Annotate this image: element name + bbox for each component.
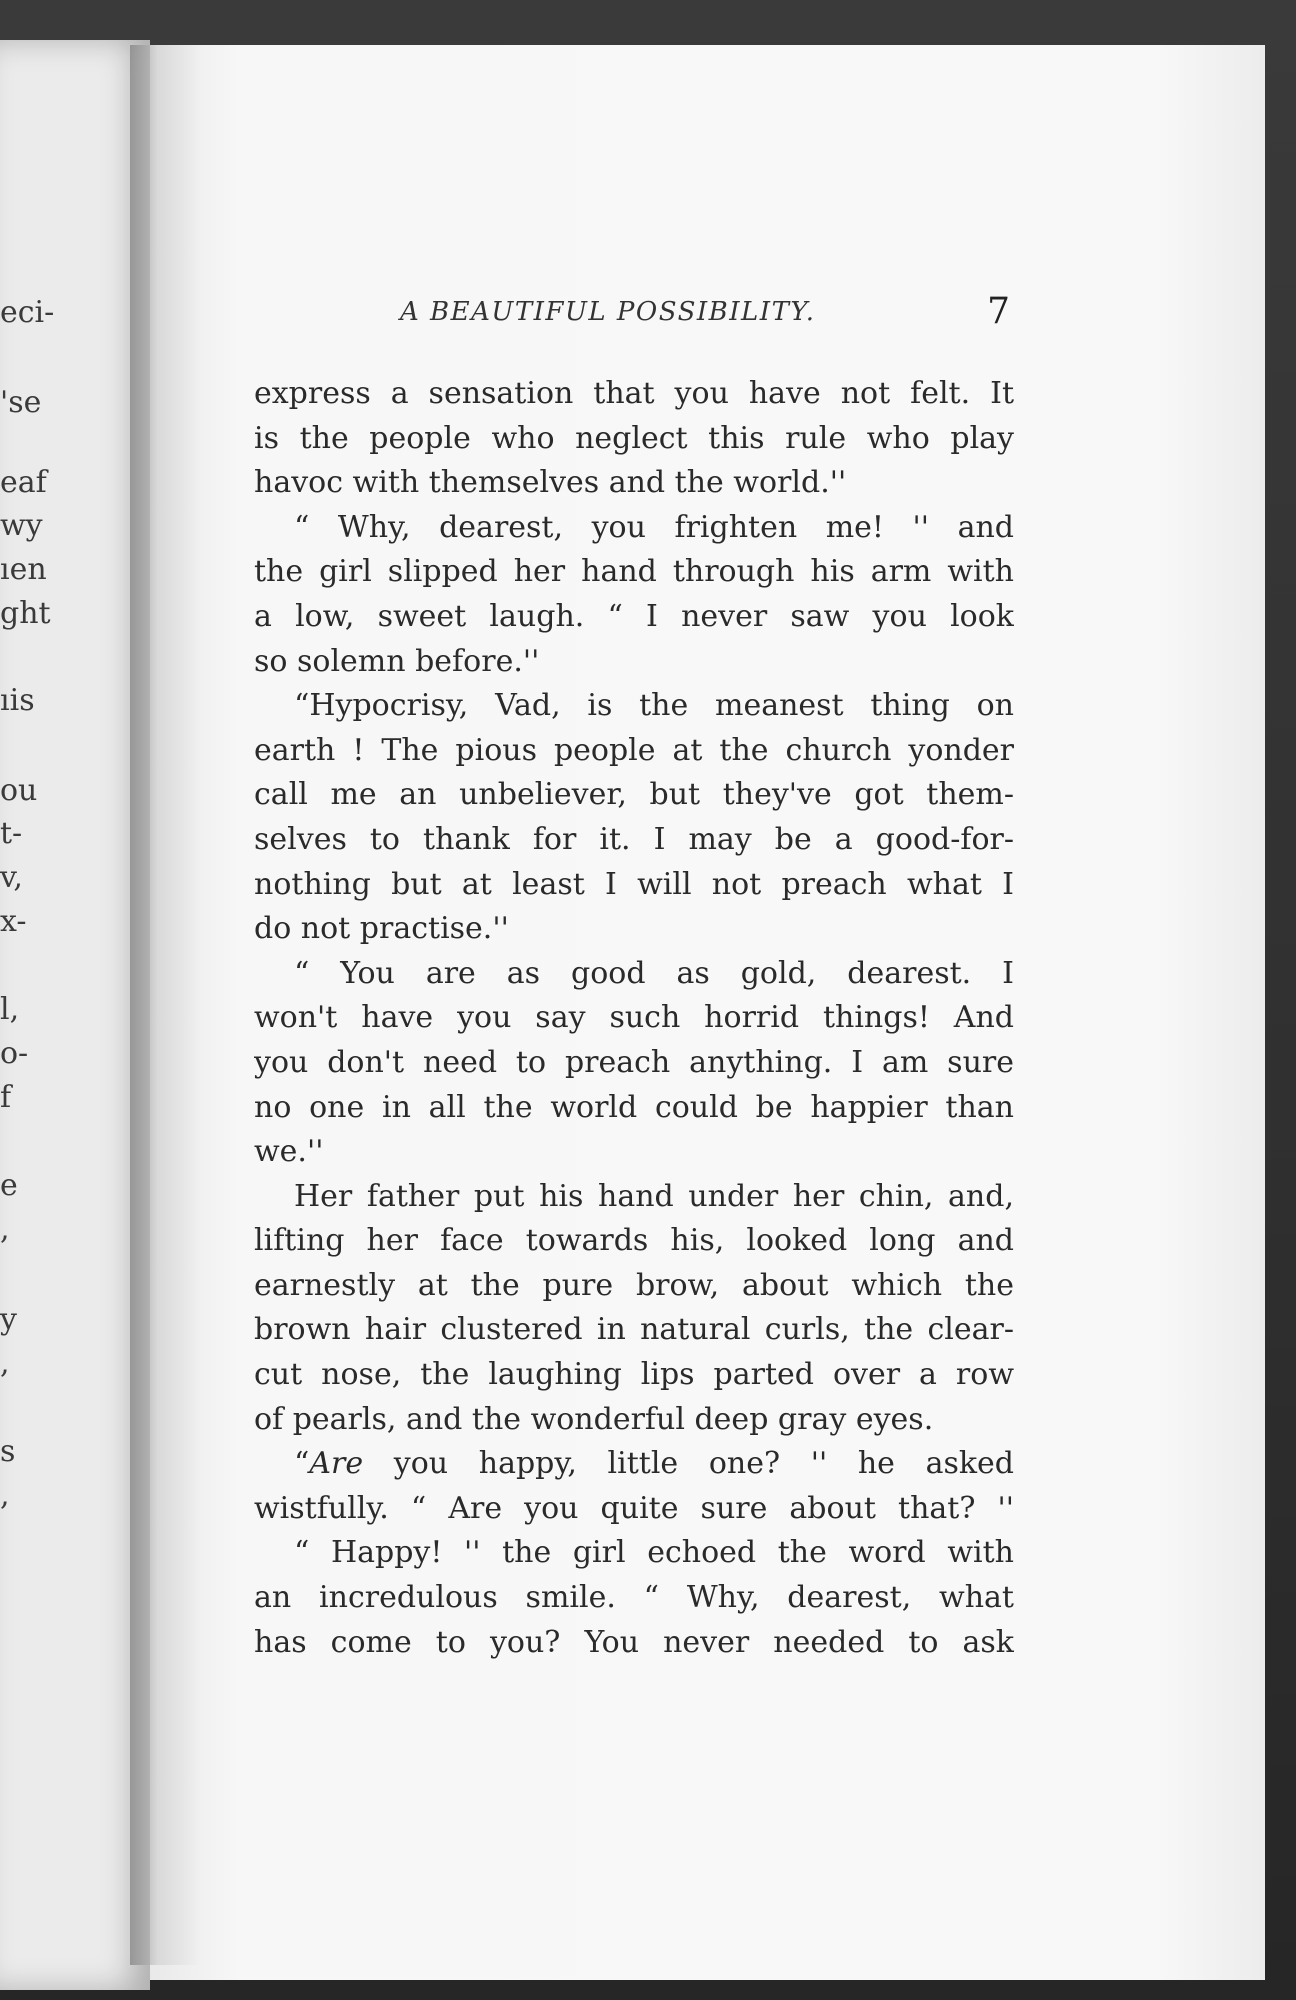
text-line: is the people who neglect this rule who play bbox=[254, 420, 1014, 456]
fragment: , bbox=[0, 1346, 10, 1381]
text-line: brown hair clustered in natural curls, the clear- bbox=[254, 1312, 1014, 1348]
previous-page-fragments bbox=[0, 40, 150, 1990]
text-line: “ You are as good as gold, dearest. I bbox=[294, 955, 1014, 991]
text-line: wistfully. “ Are you quite sure about that? '' bbox=[254, 1490, 1014, 1526]
text-line: earnestly at the pure brow, about which the bbox=[254, 1267, 1014, 1303]
text-line: you don't need to preach anything. I am sure bbox=[254, 1044, 1014, 1080]
fragment: s bbox=[0, 1434, 16, 1469]
text-line: do not practise.'' bbox=[254, 911, 509, 947]
text-line: call me an unbeliever, but they've got them- bbox=[254, 777, 1014, 813]
fragment: , bbox=[0, 1478, 10, 1513]
text-line: “ Happy! '' the girl echoed the word with bbox=[294, 1535, 1014, 1571]
fragment: eci- bbox=[0, 295, 55, 330]
text-line: selves to thank for it. I may be a good-for- bbox=[254, 821, 1014, 857]
text-line: the girl slipped her hand through his arm with bbox=[254, 554, 1014, 590]
text-line: no one in all the world could be happier than bbox=[254, 1089, 1014, 1125]
text-line-emphasis bbox=[254, 1442, 1014, 1487]
text-line: a low, sweet laugh. “ I never saw you look bbox=[254, 598, 1014, 634]
fragment: ıis bbox=[0, 683, 35, 718]
line-rest: you happy, little one? '' he asked bbox=[393, 1446, 1014, 1482]
text-line: earth ! The pious people at the church yonder bbox=[254, 732, 1014, 768]
fragment: 'se bbox=[0, 385, 42, 420]
text-line: won't have you say such horrid things! And bbox=[254, 1000, 1014, 1036]
text-line: “Hypocrisy, Vad, is the meanest thing on bbox=[294, 688, 1014, 724]
fragment: e bbox=[0, 1168, 18, 1203]
page-body bbox=[254, 372, 1014, 1665]
fragment: wy bbox=[0, 508, 43, 543]
running-title: A BEAUTIFUL POSSIBILITY. bbox=[400, 297, 816, 327]
text-line: of pearls, and the wonderful deep gray eyes. bbox=[254, 1401, 934, 1437]
page-header bbox=[250, 291, 1010, 339]
fragment: eaf bbox=[0, 465, 47, 500]
page-number: 7 bbox=[987, 291, 1010, 332]
text-line: “ Why, dearest, you frighten me! '' and bbox=[294, 509, 1014, 545]
fragment: , bbox=[0, 1212, 10, 1247]
italic-word: Are bbox=[309, 1446, 364, 1482]
fragment: y bbox=[0, 1302, 17, 1337]
fragment: v, bbox=[0, 860, 23, 895]
fragment: o- bbox=[0, 1036, 29, 1071]
text-line: has come to you? You never needed to ask bbox=[254, 1624, 1014, 1660]
fragment: l, bbox=[0, 992, 20, 1027]
fragment: f bbox=[0, 1080, 12, 1115]
fragment: x- bbox=[0, 904, 27, 939]
page-gutter-shadow bbox=[130, 45, 200, 1965]
text-line: an incredulous smile. “ Why, dearest, what bbox=[254, 1580, 1014, 1616]
text-line: havoc with themselves and the world.'' bbox=[254, 465, 847, 501]
fragment: ıen bbox=[0, 552, 47, 587]
fragment: t- bbox=[0, 816, 23, 851]
fragment: ou bbox=[0, 773, 38, 808]
text-line: so solemn before.'' bbox=[254, 643, 540, 679]
fragment: ght bbox=[0, 596, 51, 631]
open-quote: “ bbox=[294, 1446, 310, 1482]
text-line: we.'' bbox=[254, 1134, 324, 1170]
previous-page-edge bbox=[0, 40, 150, 1990]
text-line: cut nose, the laughing lips parted over a row bbox=[254, 1357, 1014, 1393]
text-line: Her father put his hand under her chin, and, bbox=[294, 1178, 1014, 1214]
text-line: lifting her face towards his, looked long and bbox=[254, 1223, 1014, 1259]
text-line: nothing but at least I will not preach what I bbox=[254, 866, 1014, 902]
text-line: express a sensation that you have not felt. It bbox=[254, 376, 1014, 411]
